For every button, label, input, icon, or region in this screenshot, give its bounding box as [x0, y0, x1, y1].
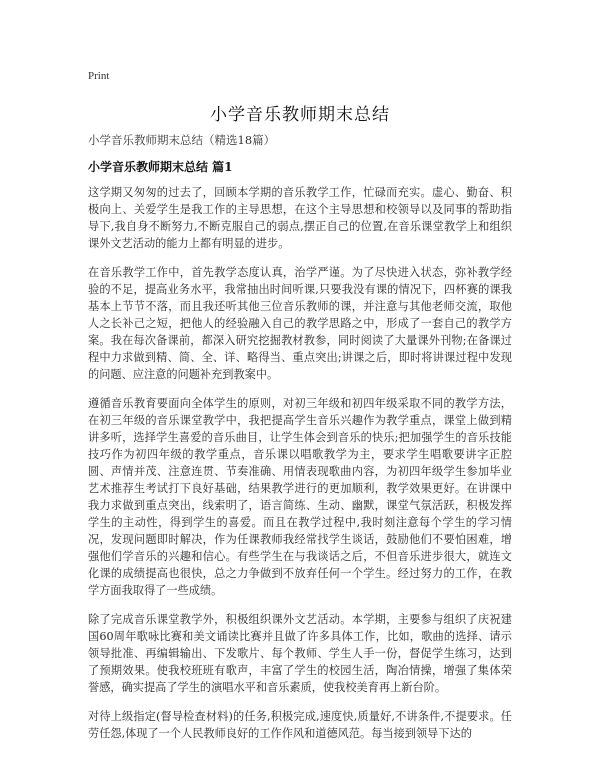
paragraph: 这学期又匆匆的过去了，回顾本学期的音乐教学工作，忙碌而充实。虚心、勤奋、积极向上、关爱学生是我工作的主导思想，在这个主导思想和校领导以及同事的帮助指导下,我自身不断努力,不断克服自己的弱点,摆正自己的位置,在音乐课堂教学上和组织课外文艺活动的能力上都有明显的进步。	[88, 186, 512, 250]
print-link[interactable]: Print	[88, 70, 110, 82]
document-subtitle: 小学音乐教师期末总结（精选18篇）	[88, 133, 276, 147]
paragraph: 遵循音乐教育要面向全体学生的原则，对初三年级和初四年级采取不同的教学方法，在初三年级的音乐课堂教学中，我把提高学生音乐兴趣作为教学重点，课堂上做到精讲多听，选择学生喜爱的音乐曲目，让学生体会到音乐的快乐;把加强学生的音乐技能技巧作为初四年级的教学重点，音乐课以唱歌教学为主，要求学生唱歌要讲字正腔圆、声情并茂、注意连贯、节奏准确、用情表现歌曲内容，为初四年级学生参加毕业艺术推荐生考试打下良好基础，结果教学进行的更加顺利，教学效果更好。在讲课中我力求做到重点突出，线索明了，语言简练、生动、幽默，课堂气氛活跃，积极发挥学生的主动性，得到学生的喜爱。而且在教学过程中,我时刻注意每个学生的学习情况，发现问题即时解决，作为任课教师我经常找学生谈话，鼓励他们不要怕困难，增强他们学音乐的兴趣和信心。有些学生在与我谈话之后，不但音乐进步很大，就连文化课的成绩提高也很快，总之力争做到不放弃任何一个学生。经过努力的工作，在教学方面我取得了一些成绩。	[88, 397, 512, 597]
page-title: 小学音乐教师期末总结	[210, 105, 390, 125]
paragraph: 在音乐教学工作中，首先教学态度认真，治学严谨。为了尽快进入状态，弥补教学经验的不足，提高业务水平，我常抽出时间听课,只要我没有课的情况下，四杯赛的课我基本上节节不落，而且我还听其他三位音乐教师的课，并注意与其他老师交流，取他人之长补己之短，把他人的经验融入自己的教学思路之中，形成了一套自己的教学方案。我在每次备课前，都深入研究挖掘教材教参，同时阅读了大量课外刊物;在备课过程中力求做到精、简、全、详、略得当、重点突出;讲课之后，即时将讲课过程中发现的问题、应注意的问题补充到教案中。	[88, 266, 512, 381]
paragraph: 除了完成音乐课堂教学外，积极组织课外文艺活动。本学期，主要参与组织了庆祝建国60周年歌咏比赛和美文诵读比赛并且做了许多具体工作，比如，歌曲的选择、请示领导批准、再编辑输出、下发歌片、每个教师、学生人手一份，督促学生练习，达到了预期效果。使我校班班有歌声，丰富了学生的校园生活，陶冶情操，增强了集体荣誉感，确实提高了学生的演唱水平和音乐素质，使我校美育再上新台阶。	[88, 613, 512, 694]
paragraph: 对待上级指定(督导检查材料)的任务,积极完成,速度快,质量好,不讲条件,不提要求。任劳任怨,体现了一个人民教师良好的工作作风和道德风范。每当接到领导下达的	[88, 710, 512, 740]
section-heading: 小学音乐教师期末总结 篇1	[88, 160, 233, 174]
document-body	[88, 184, 512, 754]
